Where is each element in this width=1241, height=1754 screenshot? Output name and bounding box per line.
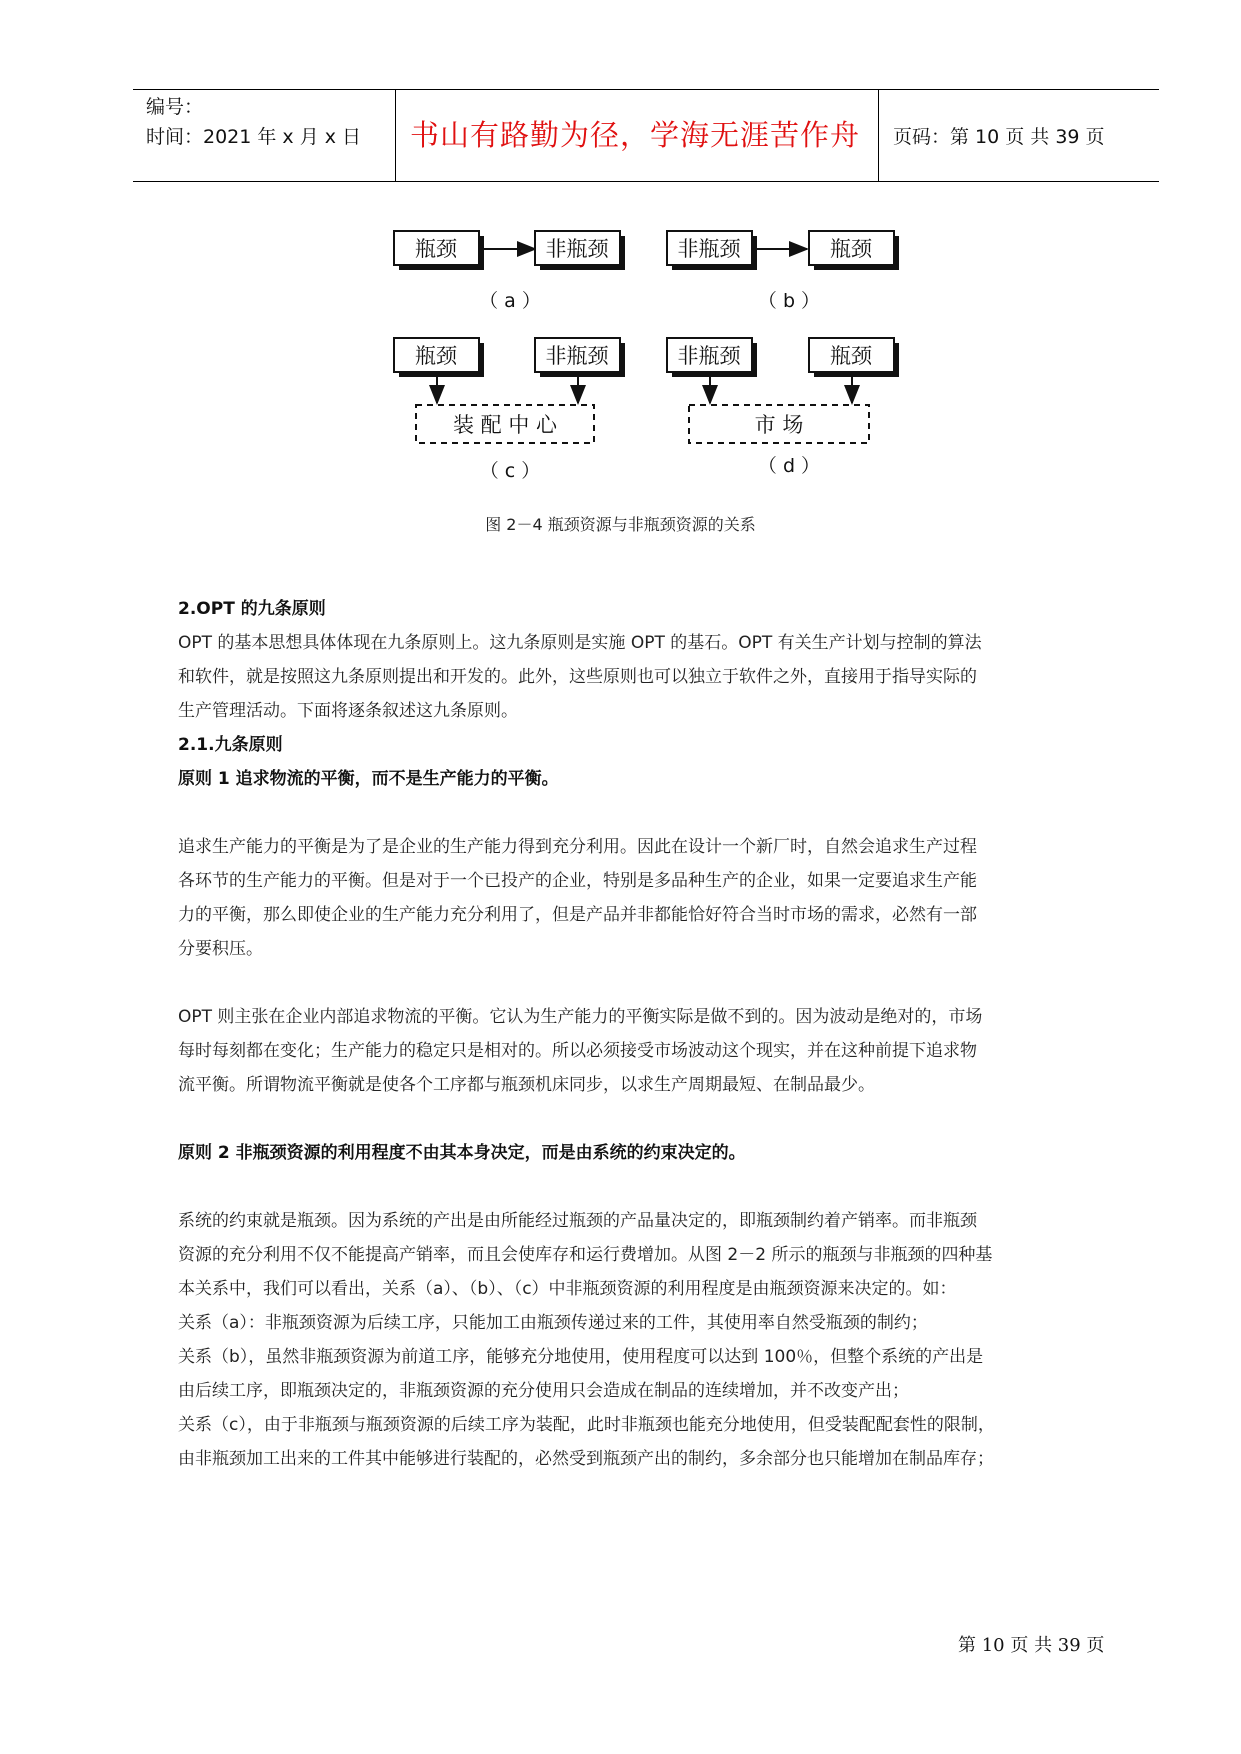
paragraph-line: 关系（a）：非瓶颈资源为后续工序，只能加工由瓶颈传递过来的工件，其使用率自然受瓶颈的制约； bbox=[178, 1313, 928, 1333]
footer-page-number: 第 10 页 共 39 页 bbox=[958, 1635, 1105, 1656]
non-bottleneck-label-b: 非瓶颈 bbox=[677, 237, 741, 261]
bottleneck-label-c: 瓶颈 bbox=[415, 344, 457, 368]
non-bottleneck-label-a: 非瓶颈 bbox=[545, 237, 609, 261]
paragraph-line: 资源的充分利用不仅不能提高产销率，而且会使库存和运行费增加。从图 2－2 所示的瓶颈与非瓶颈的四种基 bbox=[178, 1245, 993, 1265]
paragraph-line: 追求生产能力的平衡是为了是企业的生产能力得到充分利用。因此在设计一个新厂时，自然会追求生产过程 bbox=[178, 837, 977, 857]
paragraph-line: 由非瓶颈加工出来的工件其中能够进行装配的，必然受到瓶颈产出的制约，多余部分也只能增加在制品库存； bbox=[178, 1449, 994, 1469]
paragraph-line: 系统的约束就是瓶颈。因为系统的产出是由所能经过瓶颈的产品量决定的，即瓶颈制约着产销率。而非瓶颈 bbox=[178, 1211, 977, 1231]
principle-2-heading: 原则 2 非瓶颈资源的利用程度不由其本身决定，而是由系统的约束决定的。 bbox=[178, 1143, 746, 1163]
paragraph-line: OPT 则主张在企业内部追求物流的平衡。它认为生产能力的平衡实际是做不到的。因为波动是绝对的，市场 bbox=[178, 1007, 983, 1027]
figure-caption: 图 2－4 瓶颈资源与非瓶颈资源的关系 bbox=[485, 515, 756, 534]
assembly-center-label: 装 配 中 心 bbox=[452, 413, 558, 437]
principle-1-heading: 原则 1 追求物流的平衡，而不是生产能力的平衡。 bbox=[178, 769, 559, 789]
sublabel-a: （ a ） bbox=[479, 290, 541, 312]
document-number: 编号： bbox=[146, 96, 204, 118]
section-heading-nine-principles: 2.1.九条原则 bbox=[178, 735, 283, 755]
paragraph-line: 关系（b），虽然非瓶颈资源为前道工序，能够充分地使用，使用程度可以达到 100％，但整个系统的产出是 bbox=[178, 1347, 984, 1367]
document-time: 时间：2021 年 x 月 x 日 bbox=[146, 126, 362, 148]
bottleneck-label-b: 瓶颈 bbox=[830, 237, 872, 261]
sublabel-c: （ c ） bbox=[479, 460, 541, 482]
paragraph-line: OPT 的基本思想具体体现在九条原则上。这九条原则是实施 OPT 的基石。OPT 有关生产计划与控制的算法 bbox=[178, 633, 982, 653]
header-page-number: 页码：第 10 页 共 39 页 bbox=[893, 126, 1105, 148]
sublabel-b: （ b ） bbox=[757, 290, 821, 312]
paragraph-line: 关系（c），由于非瓶颈与瓶颈资源的后续工序为装配，此时非瓶颈也能充分地使用，但受装配配套性的限制， bbox=[178, 1415, 995, 1435]
market-label: 市 场 bbox=[754, 413, 804, 437]
sublabel-d: （ d ） bbox=[757, 455, 821, 477]
header-top-rule bbox=[133, 89, 1159, 90]
header-bottom-rule bbox=[133, 181, 1159, 182]
paragraph-line: 力的平衡，那么即使企业的生产能力充分利用了，但是产品并非都能恰好符合当时市场的需求，必然有一部 bbox=[178, 905, 977, 925]
non-bottleneck-label-c: 非瓶颈 bbox=[545, 344, 609, 368]
paragraph-line: 本关系中，我们可以看出，关系（a）、（b）、（c）中非瓶颈资源的利用程度是由瓶颈资源来决定的。如： bbox=[178, 1279, 957, 1299]
header-meta bbox=[146, 92, 361, 152]
document-body bbox=[178, 592, 1118, 1476]
paragraph-line: 由后续工序，即瓶颈决定的，非瓶颈资源的充分使用只会造成在制品的连续增加，并不改变产出； bbox=[178, 1381, 909, 1401]
bottleneck-label-a: 瓶颈 bbox=[415, 237, 457, 261]
header-motto: 书山有路勤为径，学海无涯苦作舟 bbox=[409, 118, 860, 152]
paragraph-line: 和软件，就是按照这九条原则提出和开发的。此外，这些原则也可以独立于软件之外，直接用于指导实际的 bbox=[178, 667, 977, 687]
paragraph-line: 分要积压。 bbox=[178, 939, 263, 959]
non-bottleneck-label-d: 非瓶颈 bbox=[677, 344, 741, 368]
paragraph-line: 每时每刻都在变化；生产能力的稳定只是相对的。所以必须接受市场波动这个现实，并在这种前提下追求物 bbox=[178, 1041, 977, 1061]
header-divider-right bbox=[878, 89, 879, 181]
bottleneck-label-d: 瓶颈 bbox=[830, 344, 872, 368]
section-heading-opt: 2.OPT 的九条原则 bbox=[178, 599, 326, 619]
paragraph-line: 生产管理活动。下面将逐条叙述这九条原则。 bbox=[178, 701, 518, 721]
paragraph-line: 流平衡。所谓物流平衡就是使各个工序都与瓶颈机床同步，以求生产周期最短、在制品最少。 bbox=[178, 1075, 875, 1095]
paragraph-line: 各环节的生产能力的平衡。但是对于一个已投产的企业，特别是多品种生产的企业，如果一定要追求生产能 bbox=[178, 871, 977, 891]
bottleneck-relationship-diagram bbox=[392, 225, 912, 495]
